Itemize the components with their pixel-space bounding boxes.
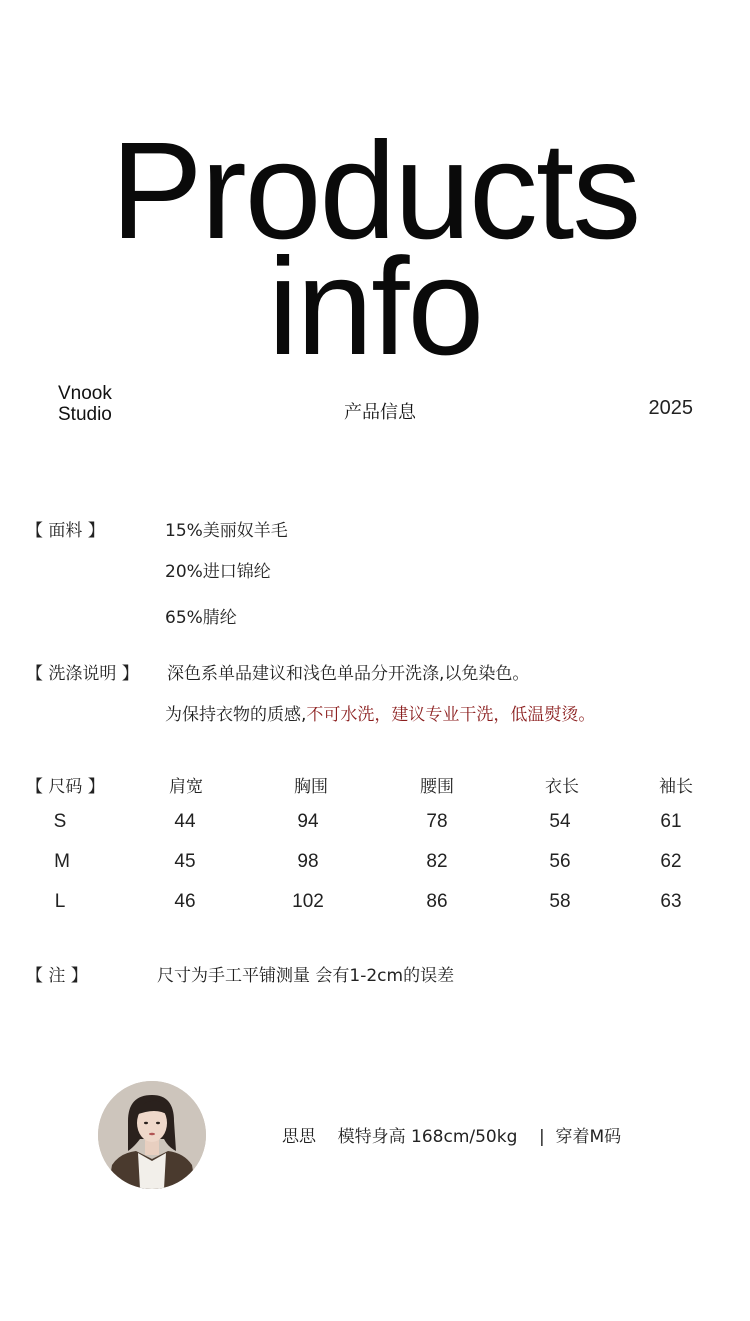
care-label: 【 洗涤说明 】 [26, 664, 139, 684]
fabric-item-1: 15%美丽奴羊毛 [165, 521, 288, 541]
table-cell: 62 [660, 851, 682, 872]
fabric-item-3: 65%腈纶 [165, 608, 237, 628]
table-cell: 56 [549, 851, 571, 872]
care-line-2 [165, 700, 595, 725]
fabric-item-2: 20%进口锦纶 [165, 562, 271, 582]
brand-line-2: Studio [58, 404, 112, 425]
year: 2025 [648, 397, 693, 419]
table-cell: 46 [174, 891, 196, 912]
subtitle-cn: 产品信息 [344, 402, 416, 423]
fabric-label: 【 面料 】 [26, 521, 105, 541]
brand-line-1: Vnook [58, 383, 112, 404]
care-line-1: 深色系单品建议和浅色单品分开洗涤,以免染色。 [167, 664, 530, 684]
model-portrait-icon [98, 1081, 206, 1189]
table-cell: 86 [426, 891, 448, 912]
title-info: info [267, 230, 483, 384]
note-label: 【 注 】 [26, 966, 88, 986]
size-l: L [54, 891, 66, 912]
header-chest: 胸围 [294, 777, 328, 797]
size-m: M [54, 851, 70, 872]
header-sleeve: 袖长 [659, 777, 693, 797]
care-line-2-prefix: 为保持衣物的质感, [165, 705, 307, 725]
header-shoulder: 肩宽 [169, 777, 203, 797]
table-cell: 58 [549, 891, 571, 912]
table-cell: 63 [660, 891, 682, 912]
table-cell: 45 [174, 851, 196, 872]
table-cell: 78 [426, 811, 448, 832]
title-products: Products [110, 114, 640, 268]
size-s: S [53, 811, 67, 832]
note-text: 尺寸为手工平铺测量 会有1-2cm的误差 [157, 966, 455, 986]
care-warning: 不可水洗，建议专业干洗，低温熨烫。 [306, 705, 596, 725]
table-cell: 98 [297, 851, 319, 872]
table-cell: 44 [174, 811, 196, 832]
table-cell: 82 [426, 851, 448, 872]
header-length: 衣长 [545, 777, 579, 797]
size-label: 【 尺码 】 [26, 777, 105, 797]
table-cell: 94 [297, 811, 319, 832]
model-info: 思思 模特身高 168cm/50kg | 穿着M码 [282, 1127, 622, 1147]
table-cell: 61 [660, 811, 682, 832]
table-cell: 102 [292, 891, 324, 912]
header-waist: 腰围 [420, 777, 454, 797]
table-cell: 54 [549, 811, 571, 832]
model-avatar [98, 1081, 206, 1189]
